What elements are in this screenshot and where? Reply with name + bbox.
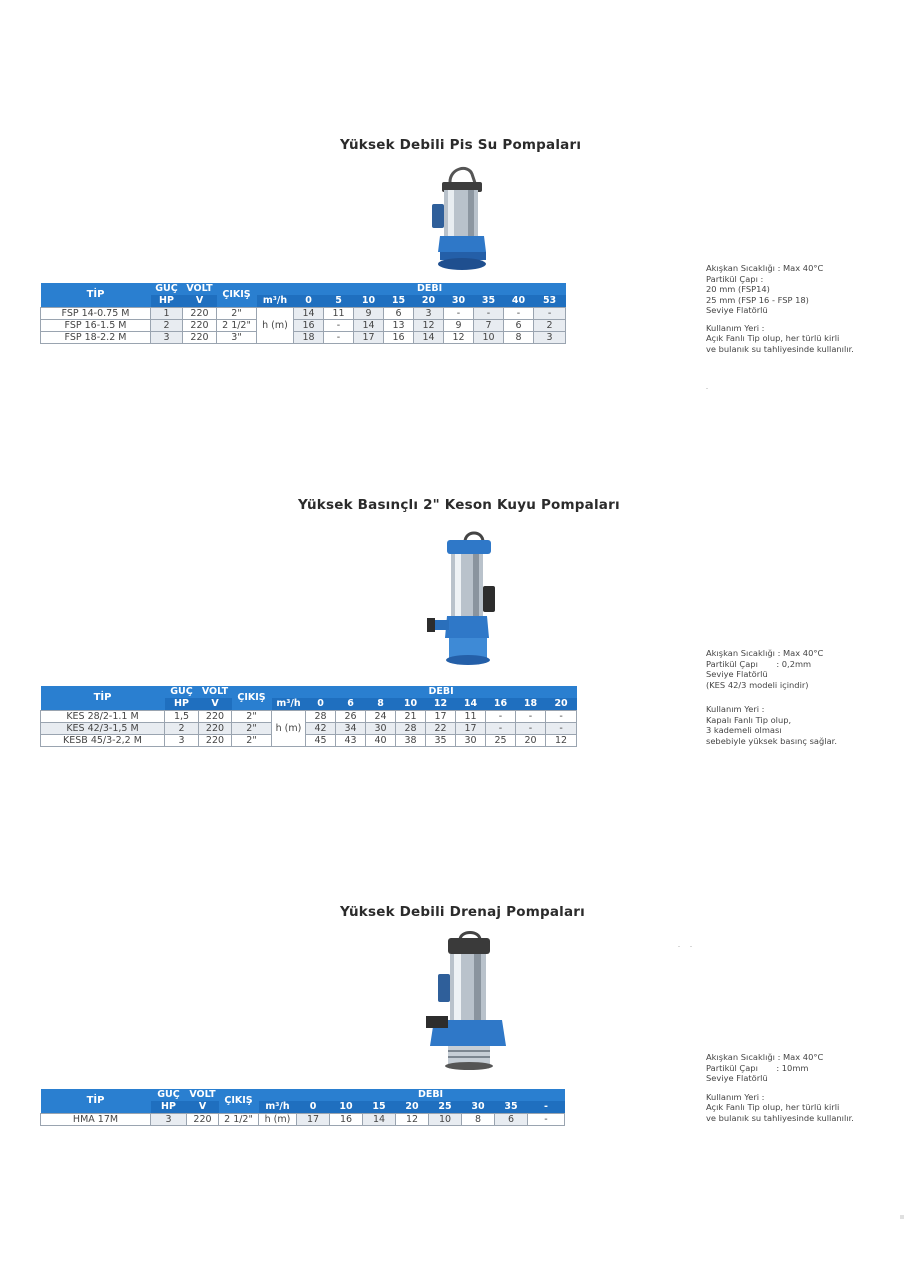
col-v: V [199, 698, 232, 711]
table-row: FSP 14-0.75 M 1 220 2" h (m) 14 11 9 6 3 - - - - [41, 308, 566, 320]
col-cikis: ÇIKIŞ [232, 686, 272, 711]
col-volt: VOLT [183, 283, 217, 295]
table-row: KESB 45/3-2,2 M 3 220 2" 45 43 40 38 35 30 25 20 12 [41, 735, 577, 747]
flow-5: 14 [456, 698, 486, 711]
table-row: FSP 18-2.2 M 3 220 3" 18 - 17 16 14 12 10 8 3 [41, 332, 566, 344]
flow-0: 0 [294, 295, 324, 308]
col-hp: HP [165, 698, 199, 711]
section-title-2: Yüksek Basınçlı 2" Keson Kuyu Pompaları [298, 497, 620, 513]
col-tip: TİP [41, 283, 151, 308]
flow-2: 8 [366, 698, 396, 711]
flow-8: 20 [546, 698, 577, 711]
flow-5: 30 [444, 295, 474, 308]
col-guc: GÜÇ [165, 686, 199, 698]
col-volt: VOLT [199, 686, 232, 698]
spec-table-2 [40, 686, 577, 747]
model-name: FSP 16-1.5 M [41, 320, 151, 332]
col-guc: GÜÇ [151, 1089, 187, 1101]
col-debi: DEBİ [297, 1089, 565, 1101]
col-hp: HP [151, 295, 183, 308]
flow-7: 18 [516, 698, 546, 711]
model-name: KES 42/3-1,5 M [41, 723, 165, 735]
flow-0: 0 [297, 1101, 330, 1114]
flow-2: 15 [363, 1101, 396, 1114]
flow-4: 25 [429, 1101, 462, 1114]
pump-image-3 [418, 928, 518, 1072]
col-debi: DEBİ [294, 283, 566, 295]
flow-5: 30 [462, 1101, 495, 1114]
col-tip: TİP [41, 1089, 151, 1114]
model-name: FSP 18-2.2 M [41, 332, 151, 344]
spec-notes-3: Akışkan Sıcaklığı : Max 40°C Partikül Çapı : 10mm Seviye Flatörlü Kullanım Yeri : Açık Fanlı Tip olup, her türlü kirli ve bulanık su tahliyesinde kullanılır. [706, 1052, 854, 1123]
flow-3: 20 [396, 1101, 429, 1114]
table-row: FSP 16-1.5 M 2 220 2 1/2" 16 - 14 13 12 9 7 6 2 [41, 320, 566, 332]
spec-table-3 [40, 1089, 565, 1126]
spec-notes-1: Akışkan Sıcaklığı : Max 40°C Partikül Çapı : 20 mm (FSP14) 25 mm (FSP 16 - FSP 18) Seviye Flatörlü Kullanım Yeri : Açık Fanlı Tip olup, her türlü kirli ve bulanık su tahliyesinde kullanılır. [706, 263, 854, 354]
model-name: KES 28/2-1.1 M [41, 711, 165, 723]
col-cikis: ÇIKIŞ [219, 1089, 259, 1114]
col-tip: TİP [41, 686, 165, 711]
col-debi: DEBİ [306, 686, 577, 698]
col-volt: VOLT [187, 1089, 219, 1101]
col-v: V [183, 295, 217, 308]
flow-2: 10 [354, 295, 384, 308]
head-unit: h (m) [272, 711, 306, 747]
flow-1: 6 [336, 698, 366, 711]
spec-notes-2: Akışkan Sıcaklığı : Max 40°C Partikül Çapı : 0,2mm Seviye Flatörlü (KES 42/3 modeli içindir) Kullanım Yeri : Kapalı Fanlı Tip olup, 3 kademeli olması sebebiyle yüksek basınç sağlar. [706, 648, 837, 746]
table-row: KES 42/3-1,5 M 2 220 2" 42 34 30 28 22 17 - - - [41, 723, 577, 735]
flow-6: 35 [474, 295, 504, 308]
flow-4: 20 [414, 295, 444, 308]
flow-7: 40 [504, 295, 534, 308]
spec-table-1 [40, 283, 566, 344]
flow-4: 12 [426, 698, 456, 711]
flow-0: 0 [306, 698, 336, 711]
flow-3: 15 [384, 295, 414, 308]
col-v: V [187, 1101, 219, 1114]
col-flow-unit: m³/h [272, 698, 306, 711]
model-name: FSP 14-0.75 M [41, 308, 151, 320]
col-hp: HP [151, 1101, 187, 1114]
table-row: HMA 17M 3 220 2 1/2" h (m) 17 16 14 12 10 8 6 - [41, 1114, 565, 1126]
flow-6: 35 [495, 1101, 528, 1114]
flow-1: 10 [330, 1101, 363, 1114]
head-unit: h (m) [259, 1114, 297, 1126]
section-title-3: Yüksek Debili Drenaj Pompaları [340, 904, 585, 920]
col-cikis: ÇIKIŞ [217, 283, 257, 308]
flow-1: 5 [324, 295, 354, 308]
flow-6: 16 [486, 698, 516, 711]
model-name: HMA 17M [41, 1114, 151, 1126]
flow-8: 53 [534, 295, 566, 308]
flow-3: 10 [396, 698, 426, 711]
col-flow-unit: m³/h [259, 1101, 297, 1114]
pump-image-2 [425, 528, 510, 666]
model-name: KESB 45/3-2,2 M [41, 735, 165, 747]
pump-image-1 [420, 160, 500, 272]
section-title-1: Yüksek Debili Pis Su Pompaları [340, 137, 582, 153]
head-unit: h (m) [257, 308, 294, 344]
table-row: KES 28/2-1.1 M 1,5 220 2" h (m) 28 26 24 21 17 11 - - - [41, 711, 577, 723]
col-guc: GÜÇ [151, 283, 183, 295]
col-flow-unit: m³/h [257, 295, 294, 308]
flow-7: - [528, 1101, 565, 1114]
